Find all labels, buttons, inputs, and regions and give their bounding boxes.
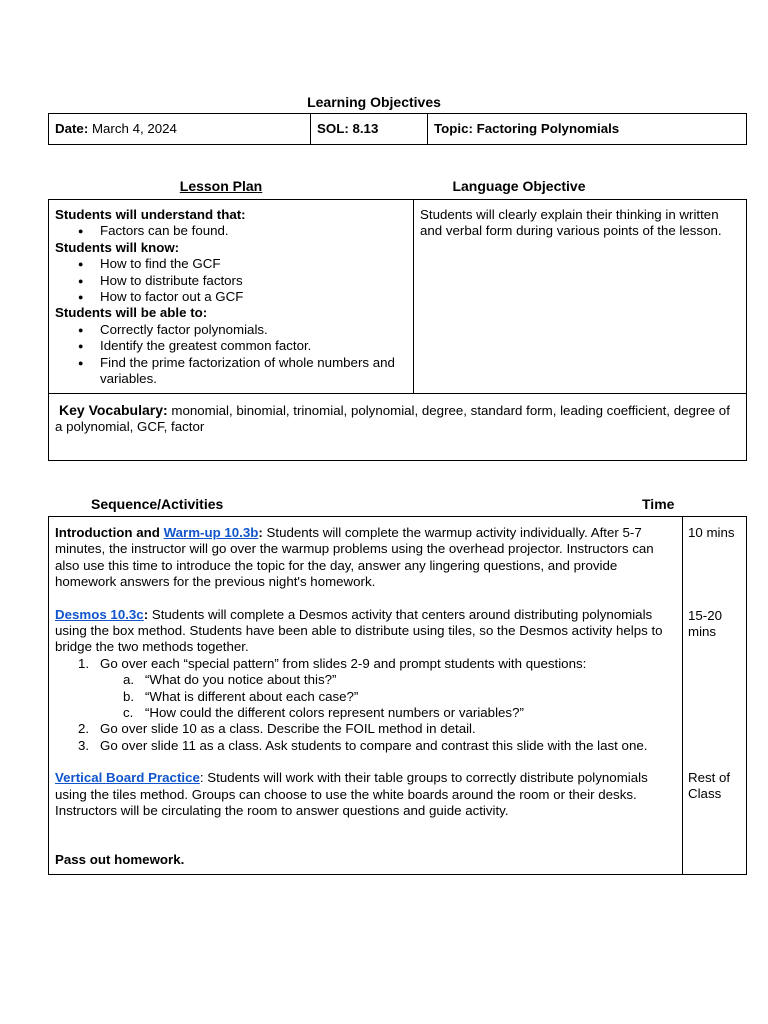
- sol-cell: [311, 114, 428, 145]
- step-text: Go over slide 11 as a class. Ask students to compare and contrast this slide with the last one.: [100, 737, 648, 753]
- language-objective-text: Students will clearly explain their thinking in written and verbal form during various points of the lesson.: [420, 207, 722, 239]
- step-marker: 3.: [78, 737, 90, 753]
- desmos-paragraph: [55, 607, 676, 656]
- time-heading: Time: [642, 496, 675, 512]
- step-marker: 1.: [78, 655, 90, 671]
- desmos-time: [688, 608, 722, 641]
- topic-cell: [428, 114, 747, 145]
- lesson-plan-heading: Lesson Plan: [179, 178, 263, 194]
- language-objective-heading: Language Objective: [452, 178, 586, 194]
- sequence-table: [48, 516, 747, 875]
- vertical-board-link[interactable]: Vertical Board Practice: [55, 770, 200, 786]
- list-item: [55, 705, 676, 721]
- lesson-plan-table: [48, 199, 747, 461]
- intro-label: Introduction and: [55, 525, 164, 540]
- topic-label: Topic: Factoring Polynomials: [434, 121, 620, 136]
- warmup-link[interactable]: Warm-up 10.3b: [163, 525, 259, 540]
- desmos-time-line2: mins: [688, 624, 717, 640]
- list-item: ● How to distribute factors: [55, 273, 407, 289]
- list-item: ● How to find the GCF: [55, 256, 407, 272]
- vocabulary-text: monomial, binomial, trinomial, polynomial, degree, standard form, leading coefficient, degree of a polynomial, GCF, factor: [55, 403, 730, 435]
- vertical-text: : Students will work with their table groups to correctly distribute polynomials using the tiles method. Groups can choose to use the white boards around the room or their desks. Instructors will be circulating the room to answer questions and guide activity.: [55, 770, 648, 819]
- list-item: [55, 672, 676, 688]
- vertical-time-line2: Class: [688, 786, 722, 802]
- list-item: [55, 738, 676, 754]
- list-item: [55, 656, 676, 672]
- page-title: Learning Objectives: [307, 94, 441, 110]
- question-text: “What is different about each case?”: [145, 688, 359, 704]
- vertical-paragraph: [55, 770, 676, 819]
- list-item: ● Correctly factor polynomials.: [55, 322, 407, 338]
- time-cell: [683, 517, 747, 875]
- step-marker: 2.: [78, 721, 90, 737]
- vertical-time: [688, 770, 730, 803]
- homework-text: Pass out homework.: [55, 851, 185, 867]
- date-label: Date:: [55, 121, 89, 136]
- desmos-steps-continued: [55, 721, 676, 754]
- desmos-text: Students will complete a Desmos activity that centers around distributing polynomials using the box method. Students have been able to distribute using tiles, so the Desmos activity helps to bridge the two methods together.: [55, 606, 663, 655]
- info-table: [48, 113, 747, 145]
- desmos-time-line1: 15-20: [688, 608, 723, 623]
- list-item: ● Factors can be found.: [55, 223, 407, 239]
- sequence-heading: Sequence/Activities: [91, 496, 224, 512]
- question-marker: a.: [123, 672, 135, 688]
- objectives-cell: [49, 200, 414, 394]
- list-item: ● How to factor out a GCF: [55, 289, 407, 305]
- date-value: March 4, 2024: [88, 121, 177, 136]
- list-item: ● Identify the greatest common factor.: [55, 338, 407, 354]
- vertical-time-line1: Rest of: [688, 770, 731, 785]
- vocabulary-label: Key Vocabulary:: [59, 402, 168, 418]
- desmos-link[interactable]: Desmos 10.3c: [55, 606, 144, 622]
- sol-label: SOL: 8.13: [317, 121, 379, 136]
- question-marker: b.: [123, 688, 135, 704]
- list-item: [55, 689, 676, 705]
- desmos-questions: [55, 672, 676, 721]
- know-label: Students will know:: [55, 239, 180, 255]
- date-cell: [49, 114, 311, 145]
- activities-cell: [49, 517, 683, 875]
- vocabulary-cell: [49, 394, 747, 461]
- understand-label: Students will understand that:: [55, 207, 246, 222]
- intro-paragraph: [55, 525, 676, 591]
- question-text: “How could the different colors represent numbers or variables?”: [145, 705, 524, 721]
- list-item: ● Find the prime factorization of whole numbers and variables.: [55, 355, 407, 388]
- know-list: [55, 256, 407, 305]
- able-label: Students will be able to:: [55, 305, 208, 321]
- step-text: Go over each “special pattern” from slides 2-9 and prompt students with questions:: [100, 655, 587, 671]
- understand-list: [55, 223, 407, 239]
- intro-text: Students will complete the warmup activity individually. After 5-7 minutes, the instructor will go over the warmup problems using the overhead projector. Instructors can also use this time to introduce the topic for the day, answer any lingering questions, and provide homework answers for the previous night's homework.: [55, 525, 654, 590]
- question-marker: c.: [123, 705, 134, 721]
- desmos-steps: [55, 656, 676, 672]
- intro-time: 10 mins: [688, 525, 735, 540]
- able-list: [55, 322, 407, 388]
- list-item: [55, 721, 676, 737]
- question-text: “What do you notice about this?”: [145, 672, 337, 688]
- language-objective-cell: [414, 200, 747, 394]
- intro-colon: :: [258, 525, 263, 540]
- step-text: Go over slide 10 as a class. Describe the FOIL method in detail.: [100, 721, 476, 737]
- desmos-colon: :: [143, 606, 149, 622]
